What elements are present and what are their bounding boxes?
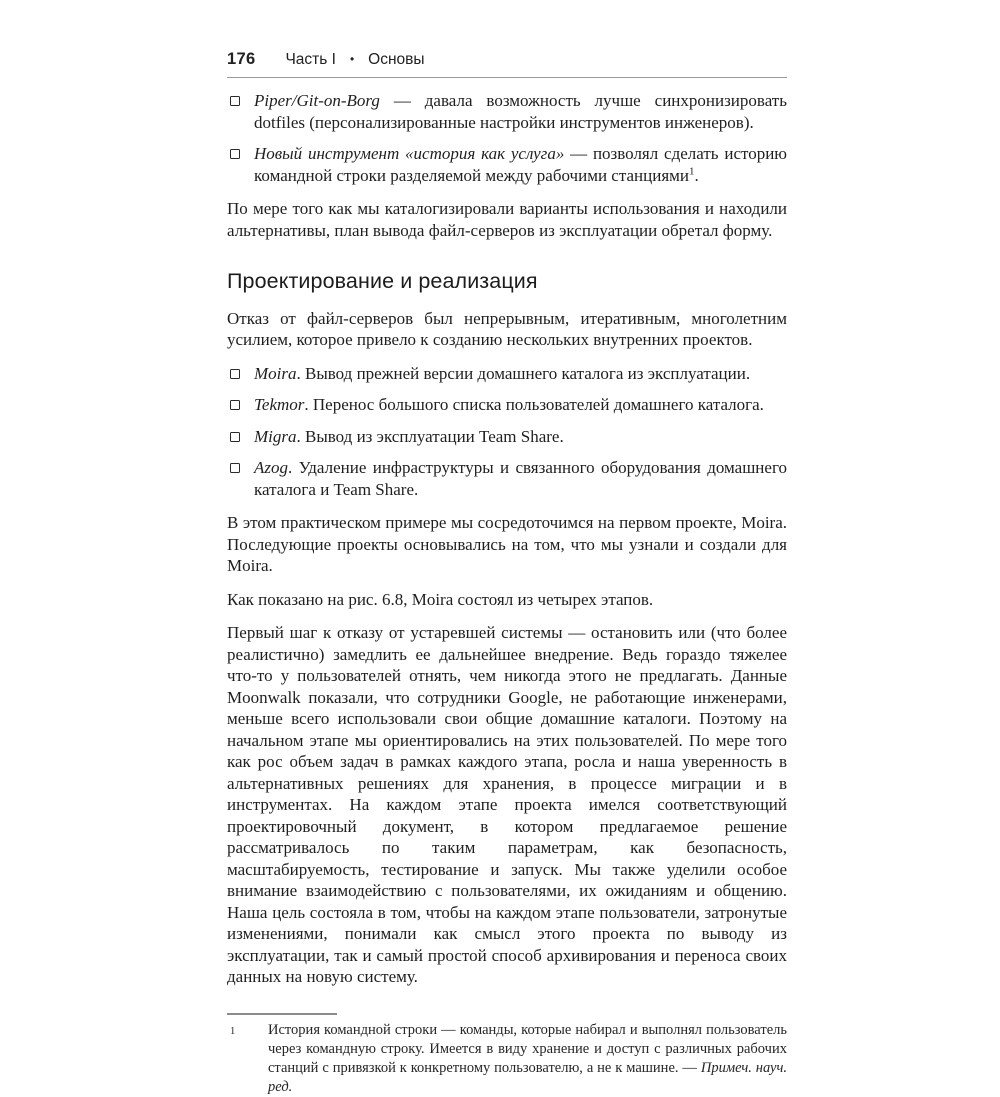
footnote-block xyxy=(227,1013,787,1097)
page-number: 176 xyxy=(227,50,256,68)
list-item xyxy=(227,143,787,186)
list-item xyxy=(227,426,787,448)
list-item xyxy=(227,457,787,500)
square-bullet-icon xyxy=(230,369,240,379)
square-bullet-icon xyxy=(230,400,240,410)
footnote-separator-rule xyxy=(227,1013,337,1015)
list-item-term: Azog xyxy=(254,458,288,477)
list-item-body: — позволял сделать историю командной строки разделяемой между рабочими станциями xyxy=(254,144,787,185)
square-bullet-icon xyxy=(230,149,240,159)
list-item xyxy=(227,394,787,416)
list-item-body: . Перенос большого списка пользователей домашнего каталога. xyxy=(304,395,764,414)
square-bullet-icon xyxy=(230,432,240,442)
list-item-text xyxy=(254,426,787,448)
paragraph: По мере того как мы каталогизировали варианты использования и находили альтернативы, план вывода файл-серверов из эксплуатации обретал форму. xyxy=(227,199,787,240)
header-part-label: Часть I xyxy=(285,51,336,68)
list-item xyxy=(227,90,787,133)
header-section-label: Основы xyxy=(368,51,425,68)
paragraph: Как показано на рис. 6.8, Moira состоял из четырех этапов. xyxy=(227,589,654,609)
running-header xyxy=(227,50,787,78)
list-item-body: . Вывод прежней версии домашнего каталога из эксплуатации. xyxy=(296,363,751,383)
list-item-term: Tekmor xyxy=(254,395,305,414)
list-item-term: Moira xyxy=(254,363,297,383)
list-item-body: — давала возможность лучше синхронизировать dotfiles (персонализированные настройки инструментов инженеров). xyxy=(254,91,787,132)
page-content xyxy=(227,50,787,1097)
footnote-marker: 1 xyxy=(230,1025,236,1037)
footnote-text xyxy=(268,1021,787,1097)
list-item-term: Новый инструмент «история как услуга» xyxy=(254,144,565,163)
list-item-term: Piper/Git-on-Borg xyxy=(254,91,380,110)
header-separator-dot: • xyxy=(349,52,355,66)
square-bullet-icon xyxy=(230,463,240,473)
list-item-text xyxy=(254,457,787,500)
list-item-body: . Удаление инфраструктуры и связанного оборудования домашнего каталога и Team Share. xyxy=(254,458,787,499)
footnote xyxy=(227,1021,787,1097)
intro-bullet-list xyxy=(227,90,787,186)
paragraph: Отказ от файл-серверов был непрерывным, итеративным, многолетним усилием, которое привело к созданию нескольких внутренних проектов. xyxy=(227,308,787,349)
list-item-text xyxy=(254,143,787,186)
paragraph: Первый шаг к отказу от устаревшей системы — остановить или (что более реалистично) замедлить ее дальнейшее внедрение. Ведь гораздо тяжелее что-то у пользователей отнять, чем никогда этого не предлагать. Данные Moonwalk показали, что сотрудники Google, не работающие инженерами, меньше всего использовали свои общие домашние каталоги. Поэтому на начальном этапе мы ориентировались на этих пользователей. По мере того как рос объем задач в рамках каждого этапа, росла и наша уверенность в альтернативных решениях для хранения, в процессе миграции и в инструментах. На каждом этапе проекта имелся соответствующий проектировочный документ, в котором предлагаемое решение рассматривалось по таким параметрам, как безопасность, масштабируемость, тестирование и запуск. Мы также уделили особое внимание взаимодействию с пользователями, их ожиданиям и общению. Наша цель состояла в том, чтобы на каждом этапе пользователи, затронутые изменениями, понимали как смысл этого проекта по выводу из эксплуатации, так и самый простой способ архивирования и переноса своих данных на новую систему. xyxy=(227,623,787,986)
footnote-reference: 1 xyxy=(689,164,695,177)
list-item xyxy=(227,363,787,385)
project-bullet-list xyxy=(227,363,787,501)
section-heading: Проектирование и реализация xyxy=(227,269,538,293)
square-bullet-icon xyxy=(230,96,240,106)
footnote-editor-note: Примеч. науч. ред. xyxy=(268,1059,788,1095)
list-item-body: . Вывод из эксплуатации Team Share. xyxy=(296,426,564,446)
list-item-text xyxy=(254,363,787,385)
list-item-text xyxy=(254,90,787,133)
footnote-body-text: История командной строки — команды, которые набирал и выполнял пользователь через командную строку. Имеется в виду хранение и доступ с различных рабочих станций с привязкой к конкретному пользователю, а не к машине. — xyxy=(268,1021,787,1076)
list-item-tail: . xyxy=(694,165,699,185)
list-item-term: Migra xyxy=(254,426,297,446)
list-item-text xyxy=(254,394,787,416)
paragraph: В этом практическом примере мы сосредоточимся на первом проекте, Moira. Последующие проекты основывались на том, что мы узнали и создали для Moira. xyxy=(227,513,787,575)
